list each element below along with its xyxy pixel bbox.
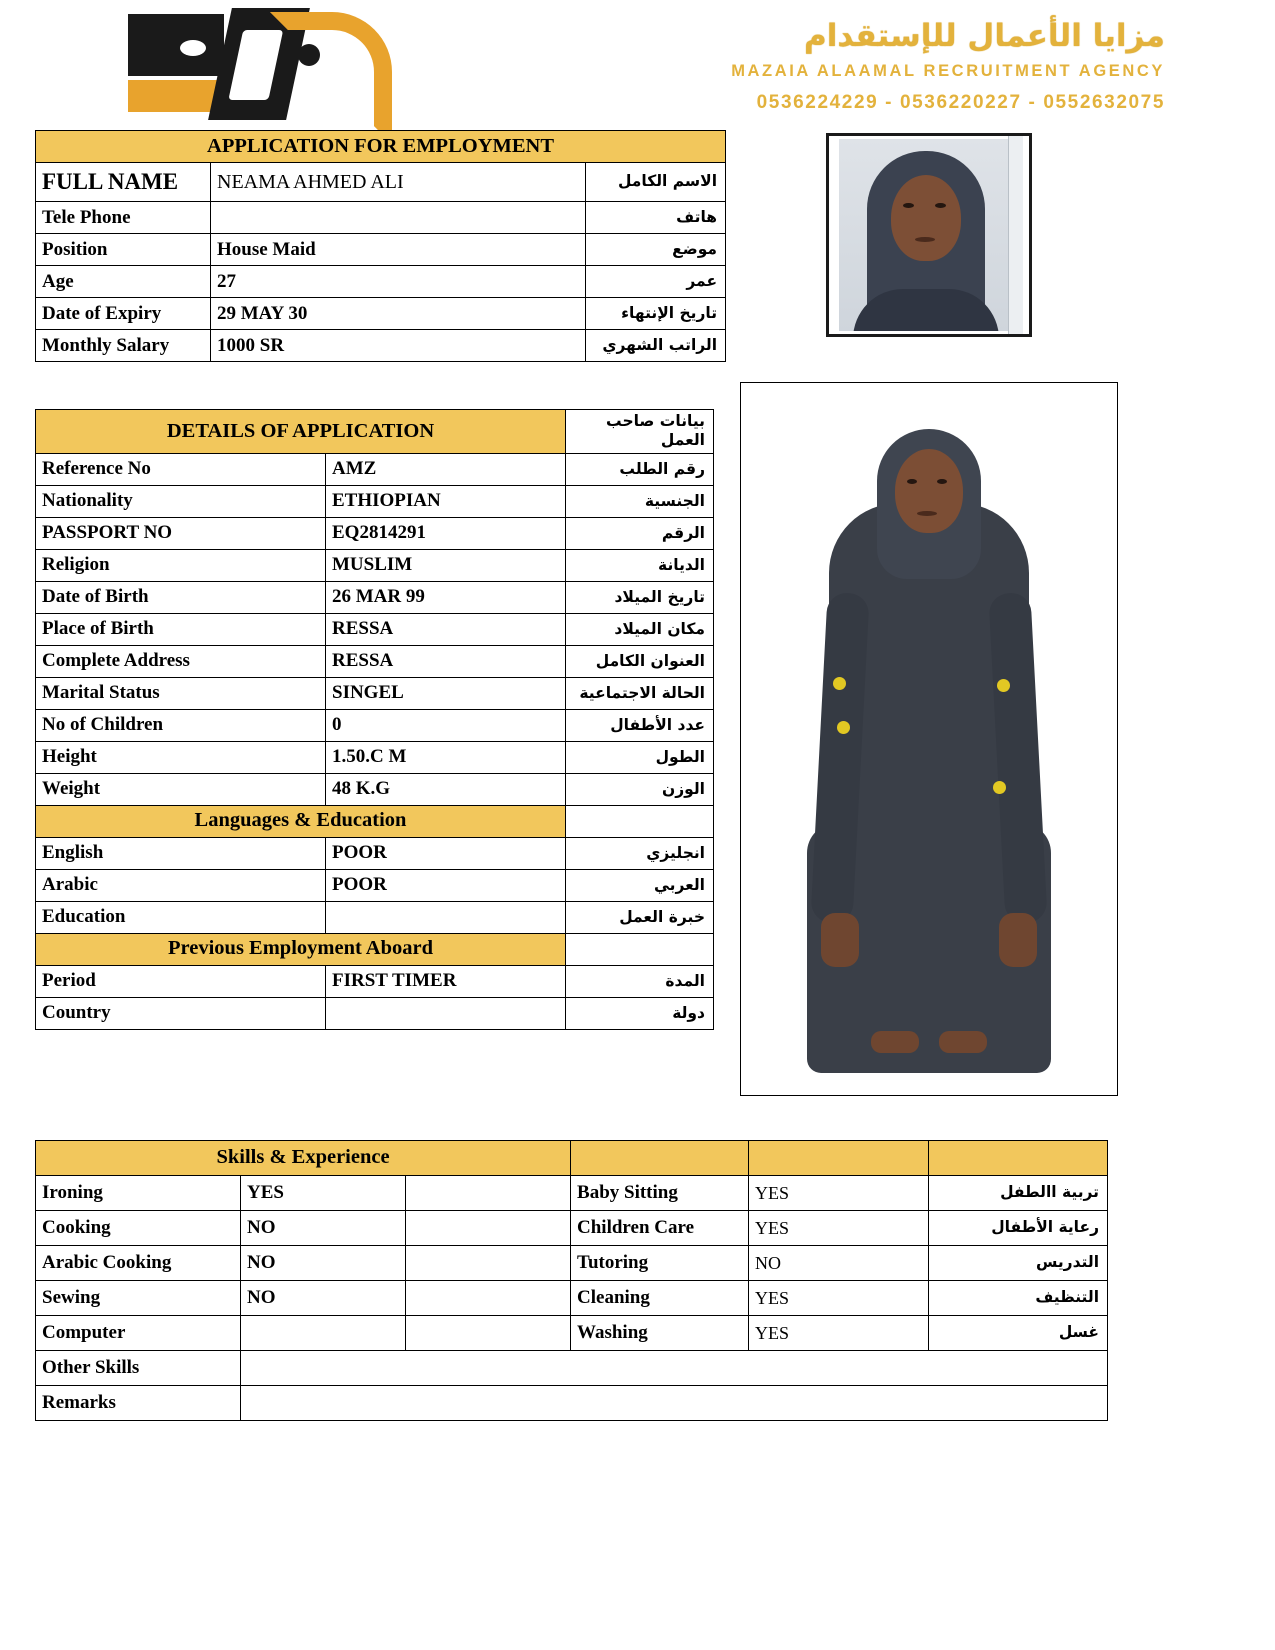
passport-photo-edge (1008, 136, 1023, 334)
ironing-spacer (406, 1176, 571, 1211)
period-label: Period (36, 965, 326, 997)
cleaning-label: Cleaning (571, 1281, 749, 1316)
age-arabic: عمر (586, 266, 726, 298)
sewing-label: Sewing (36, 1281, 241, 1316)
monthly-salary-value: 1000 SR (211, 330, 586, 362)
table-row (36, 234, 726, 266)
table-row (36, 645, 714, 677)
date-of-expiry-arabic: تاريخ الإنتهاء (586, 298, 726, 330)
ironing-label: Ironing (36, 1176, 241, 1211)
table-row (36, 410, 714, 454)
weight-value: 48 K.G (326, 773, 566, 805)
date-of-birth-value: 26 MAR 99 (326, 581, 566, 613)
brand-name-english: MAZAIA ALAAMAL RECRUITMENT AGENCY (731, 62, 1165, 80)
table-row (36, 1141, 1108, 1176)
date-of-birth-arabic: تاريخ الميلاد (566, 581, 714, 613)
religion-label: Religion (36, 549, 326, 581)
period-arabic: المدة (566, 965, 714, 997)
table-row (36, 581, 714, 613)
baby-sitting-label: Baby Sitting (571, 1176, 749, 1211)
table-row (36, 485, 714, 517)
table-row (36, 933, 714, 965)
country-arabic: دولة (566, 997, 714, 1029)
previous-employment-title: Previous Employment Aboard (36, 933, 566, 965)
cooking-value: NO (241, 1211, 406, 1246)
position-value: House Maid (211, 234, 586, 266)
position-arabic: موضع (586, 234, 726, 266)
religion-arabic: الديانة (566, 549, 714, 581)
skills-title-spacer-3 (929, 1141, 1108, 1176)
table-row (36, 1316, 1108, 1351)
height-label: Height (36, 741, 326, 773)
weight-label: Weight (36, 773, 326, 805)
remarks-value (241, 1386, 1108, 1421)
tutoring-value: NO (749, 1246, 929, 1281)
table-row (36, 805, 714, 837)
washing-value: YES (749, 1316, 929, 1351)
cleaning-value: YES (749, 1281, 929, 1316)
country-label: Country (36, 997, 326, 1029)
table-row (36, 163, 726, 202)
table-row (36, 965, 714, 997)
date-of-birth-label: Date of Birth (36, 581, 326, 613)
tutoring-label: Tutoring (571, 1246, 749, 1281)
full-name-label: FULL NAME (36, 163, 211, 202)
table-row (36, 613, 714, 645)
monthly-salary-arabic: الراتب الشهري (586, 330, 726, 362)
full-name-arabic: الاسم الكامل (586, 163, 726, 202)
nationality-label: Nationality (36, 485, 326, 517)
no-of-children-value: 0 (326, 709, 566, 741)
full-name-value: NEAMA AHMED ALI (211, 163, 586, 202)
passport-no-value: EQ2814291 (326, 517, 566, 549)
marital-status-value: SINGEL (326, 677, 566, 709)
nationality-value: ETHIOPIAN (326, 485, 566, 517)
marital-status-label: Marital Status (36, 677, 326, 709)
complete-address-label: Complete Address (36, 645, 326, 677)
monthly-salary-label: Monthly Salary (36, 330, 211, 362)
table-row (36, 1386, 1108, 1421)
children-care-value: YES (749, 1211, 929, 1246)
telephone-label: Tele Phone (36, 202, 211, 234)
position-label: Position (36, 234, 211, 266)
table-row (36, 997, 714, 1029)
agency-phone-numbers: 0536224229 - 0536220227 - 0552632075 (756, 92, 1165, 113)
reference-no-arabic: رقم الطلب (566, 453, 714, 485)
document-header (0, 0, 1275, 125)
skills-title: Skills & Experience (36, 1141, 571, 1176)
computer-value (241, 1316, 406, 1351)
no-of-children-label: No of Children (36, 709, 326, 741)
arabic-language-value: POOR (326, 869, 566, 901)
table-row (36, 517, 714, 549)
age-value: 27 (211, 266, 586, 298)
education-arabic: خبرة العمل (566, 901, 714, 933)
languages-education-title-spacer (566, 805, 714, 837)
date-of-expiry-value: 29 MAY 30 (211, 298, 586, 330)
table-row (36, 901, 714, 933)
place-of-birth-arabic: مكان الميلاد (566, 613, 714, 645)
table-row (36, 330, 726, 362)
details-title: DETAILS OF APPLICATION (36, 410, 566, 454)
remarks-label: Remarks (36, 1386, 241, 1421)
other-skills-label: Other Skills (36, 1351, 241, 1386)
details-of-application-table (35, 409, 714, 1030)
previous-employment-title-spacer (566, 933, 714, 965)
date-of-expiry-label: Date of Expiry (36, 298, 211, 330)
height-value: 1.50.C M (326, 741, 566, 773)
computer-label: Computer (36, 1316, 241, 1351)
arabic-language-arabic: العربي (566, 869, 714, 901)
arabic-cooking-label: Arabic Cooking (36, 1246, 241, 1281)
table-row (36, 837, 714, 869)
skills-title-spacer-1 (571, 1141, 749, 1176)
table-row (36, 1176, 1108, 1211)
brand-name-arabic: مزايا الأعمال للإستقدام (803, 18, 1165, 54)
height-arabic: الطول (566, 741, 714, 773)
tutoring-arabic: التدريس (929, 1246, 1108, 1281)
applicant-full-body-photo (740, 382, 1118, 1096)
education-value (326, 901, 566, 933)
sewing-spacer (406, 1281, 571, 1316)
telephone-arabic: هاتف (586, 202, 726, 234)
table-row (36, 131, 726, 163)
reference-no-label: Reference No (36, 453, 326, 485)
table-row (36, 549, 714, 581)
telephone-value (211, 202, 586, 234)
ironing-value: YES (241, 1176, 406, 1211)
table-row (36, 773, 714, 805)
sewing-value: NO (241, 1281, 406, 1316)
passport-no-label: PASSPORT NO (36, 517, 326, 549)
table-row (36, 1281, 1108, 1316)
table-row (36, 1211, 1108, 1246)
children-care-arabic: رعاية الأطفال (929, 1211, 1108, 1246)
application-for-employment-table (35, 130, 726, 362)
place-of-birth-label: Place of Birth (36, 613, 326, 645)
skills-and-experience-table (35, 1140, 1108, 1421)
cooking-spacer (406, 1211, 571, 1246)
table-row (36, 266, 726, 298)
cooking-label: Cooking (36, 1211, 241, 1246)
other-skills-value (241, 1351, 1108, 1386)
arabic-language-label: Arabic (36, 869, 326, 901)
religion-value: MUSLIM (326, 549, 566, 581)
agency-logo-icon (120, 8, 360, 118)
baby-sitting-arabic: تربية االطفل (929, 1176, 1108, 1211)
cleaning-arabic: التنظيف (929, 1281, 1108, 1316)
country-value (326, 997, 566, 1029)
table-row (36, 869, 714, 901)
details-title-arabic: بيانات صاحب العمل (566, 410, 714, 454)
passport-no-arabic: الرقم (566, 517, 714, 549)
reference-no-value: AMZ (326, 453, 566, 485)
application-title: APPLICATION FOR EMPLOYMENT (36, 131, 726, 163)
education-label: Education (36, 901, 326, 933)
languages-education-title: Languages & Education (36, 805, 566, 837)
table-row (36, 1351, 1108, 1386)
arabic-cooking-value: NO (241, 1246, 406, 1281)
nationality-arabic: الجنسية (566, 485, 714, 517)
english-value: POOR (326, 837, 566, 869)
table-row (36, 709, 714, 741)
children-care-label: Children Care (571, 1211, 749, 1246)
age-label: Age (36, 266, 211, 298)
baby-sitting-value: YES (749, 1176, 929, 1211)
table-row (36, 1246, 1108, 1281)
passport-photo-image (839, 139, 1009, 331)
english-arabic: انجليزي (566, 837, 714, 869)
table-row (36, 298, 726, 330)
applicant-passport-photo (826, 133, 1032, 337)
marital-status-arabic: الحالة الاجتماعية (566, 677, 714, 709)
computer-spacer (406, 1316, 571, 1351)
period-value: FIRST TIMER (326, 965, 566, 997)
complete-address-value: RESSA (326, 645, 566, 677)
no-of-children-arabic: عدد الأطفال (566, 709, 714, 741)
table-row (36, 202, 726, 234)
washing-arabic: غسل (929, 1316, 1108, 1351)
english-label: English (36, 837, 326, 869)
table-row (36, 677, 714, 709)
arabic-cooking-spacer (406, 1246, 571, 1281)
table-row (36, 741, 714, 773)
place-of-birth-value: RESSA (326, 613, 566, 645)
complete-address-arabic: العنوان الكامل (566, 645, 714, 677)
table-row (36, 453, 714, 485)
weight-arabic: الوزن (566, 773, 714, 805)
skills-title-spacer-2 (749, 1141, 929, 1176)
washing-label: Washing (571, 1316, 749, 1351)
